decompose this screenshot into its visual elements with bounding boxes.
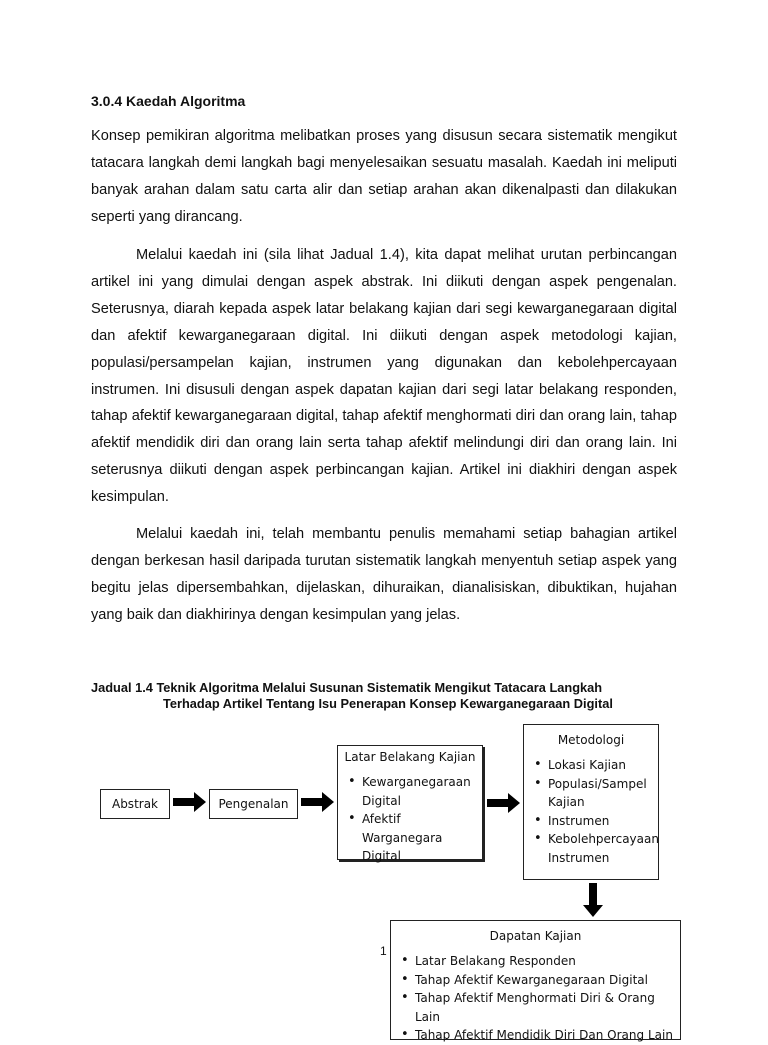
paragraph-3: Melalui kaedah ini, telah membantu penulis memahami setiap bahagian artikel dengan berkesan hasil daripada turutan sistematik langkah menyentuh setiap aspek yang begitu jelas dipersembahkan, dijelaskan, dihuraikan, dianalisiskan, dibuktikan, hujahan yang baik dan diakhirinya dengan kesimpulan yang jelas. [91, 526, 677, 623]
list-item: • Instrumen [528, 812, 654, 831]
metodologi-title: Metodologi [557, 733, 625, 747]
right-arrow-icon [487, 792, 520, 814]
pengenalan-box [209, 789, 298, 819]
abstrak-box [100, 789, 170, 819]
abstrak-label: Abstrak [111, 797, 159, 811]
list-item: • Tahap Afektif Mendidik Diri Dan Orang Lain [395, 1026, 676, 1045]
dapatan-kajian-list [395, 952, 676, 1045]
page-number: 1 [380, 944, 387, 958]
metodologi-box [523, 724, 659, 880]
list-item: • Latar Belakang Responden [395, 952, 676, 971]
list-item: • Lokasi Kajian [528, 756, 654, 775]
right-arrow-icon [173, 791, 206, 813]
dapatan-kajian-title: Dapatan Kajian [489, 929, 582, 943]
caption-line-1: Jadual 1.4 Teknik Algoritma Melalui Susunan Sistematik Mengikut Tatacara Langkah [91, 680, 603, 695]
caption-line-2: Terhadap Artikel Tentang Isu Penerapan Konsep Kewarganegaraan Digital [163, 696, 613, 711]
list-item: • Kewarganegaraan Digital [342, 773, 478, 810]
section-heading: 3.0.4 Kaedah Algoritma [91, 93, 246, 109]
paragraph-2: Melalui kaedah ini (sila lihat Jadual 1.4), kita dapat melihat urutan perbincangan artikel ini yang dimulai dengan aspek abstrak. Ini diikuti dengan aspek pengenalan. Seterusnya, diarah kepada aspek latar belakang kajian dari segi kewarganegaraan digital dan afektif kewarganegaraan digital. Ini diikuti dengan aspek metodologi kajian, populasi/persampelan kajian, instrumen yang digunakan dan kebolehpercayaan instrumen. Ini disusuli dengan aspek dapatan kajian dari segi latar belakang responden, tahap afektif kewarganegaraan digital, tahap afektif menghormati diri dan orang lain, tahap afektif mendidik diri dan orang lain serta tahap afektif melindungi diri dan orang lain. Ini seterusnya diikuti dengan aspek perbincangan kajian. Artikel ini diakhiri dengan aspek kesimpulan. [91, 247, 677, 506]
list-item: • Afektif Warganegara Digital [342, 810, 478, 866]
right-arrow-icon [301, 791, 334, 813]
latar-belakang-title: Latar Belakang Kajian [344, 750, 476, 764]
latar-belakang-list [342, 773, 478, 866]
list-item: • Tahap Afektif Menghormati Diri & Orang Lain [395, 989, 676, 1026]
down-arrow-icon [582, 883, 604, 917]
table-caption [91, 680, 613, 712]
paragraph-1: Konsep pemikiran algoritma melibatkan proses yang disusun secara sistematik mengikut tatacara langkah demi langkah bagi menyelesaikan sesuatu masalah. Kaedah ini meliputi banyak arahan dalam satu carta alir dan setiap arahan akan dikenalpasti dan dilakukan seperti yang dirancang. [91, 128, 677, 225]
latar-belakang-box [337, 745, 483, 863]
metodologi-list [528, 756, 659, 867]
pengenalan-label: Pengenalan [218, 797, 289, 811]
list-item: • Tahap Afektif Kewarganegaraan Digital [395, 971, 676, 990]
list-item: • Populasi/Sampel Kajian [528, 775, 654, 812]
dapatan-kajian-box [390, 920, 681, 1040]
list-item: • Kebolehpercayaan Instrumen [528, 830, 654, 867]
